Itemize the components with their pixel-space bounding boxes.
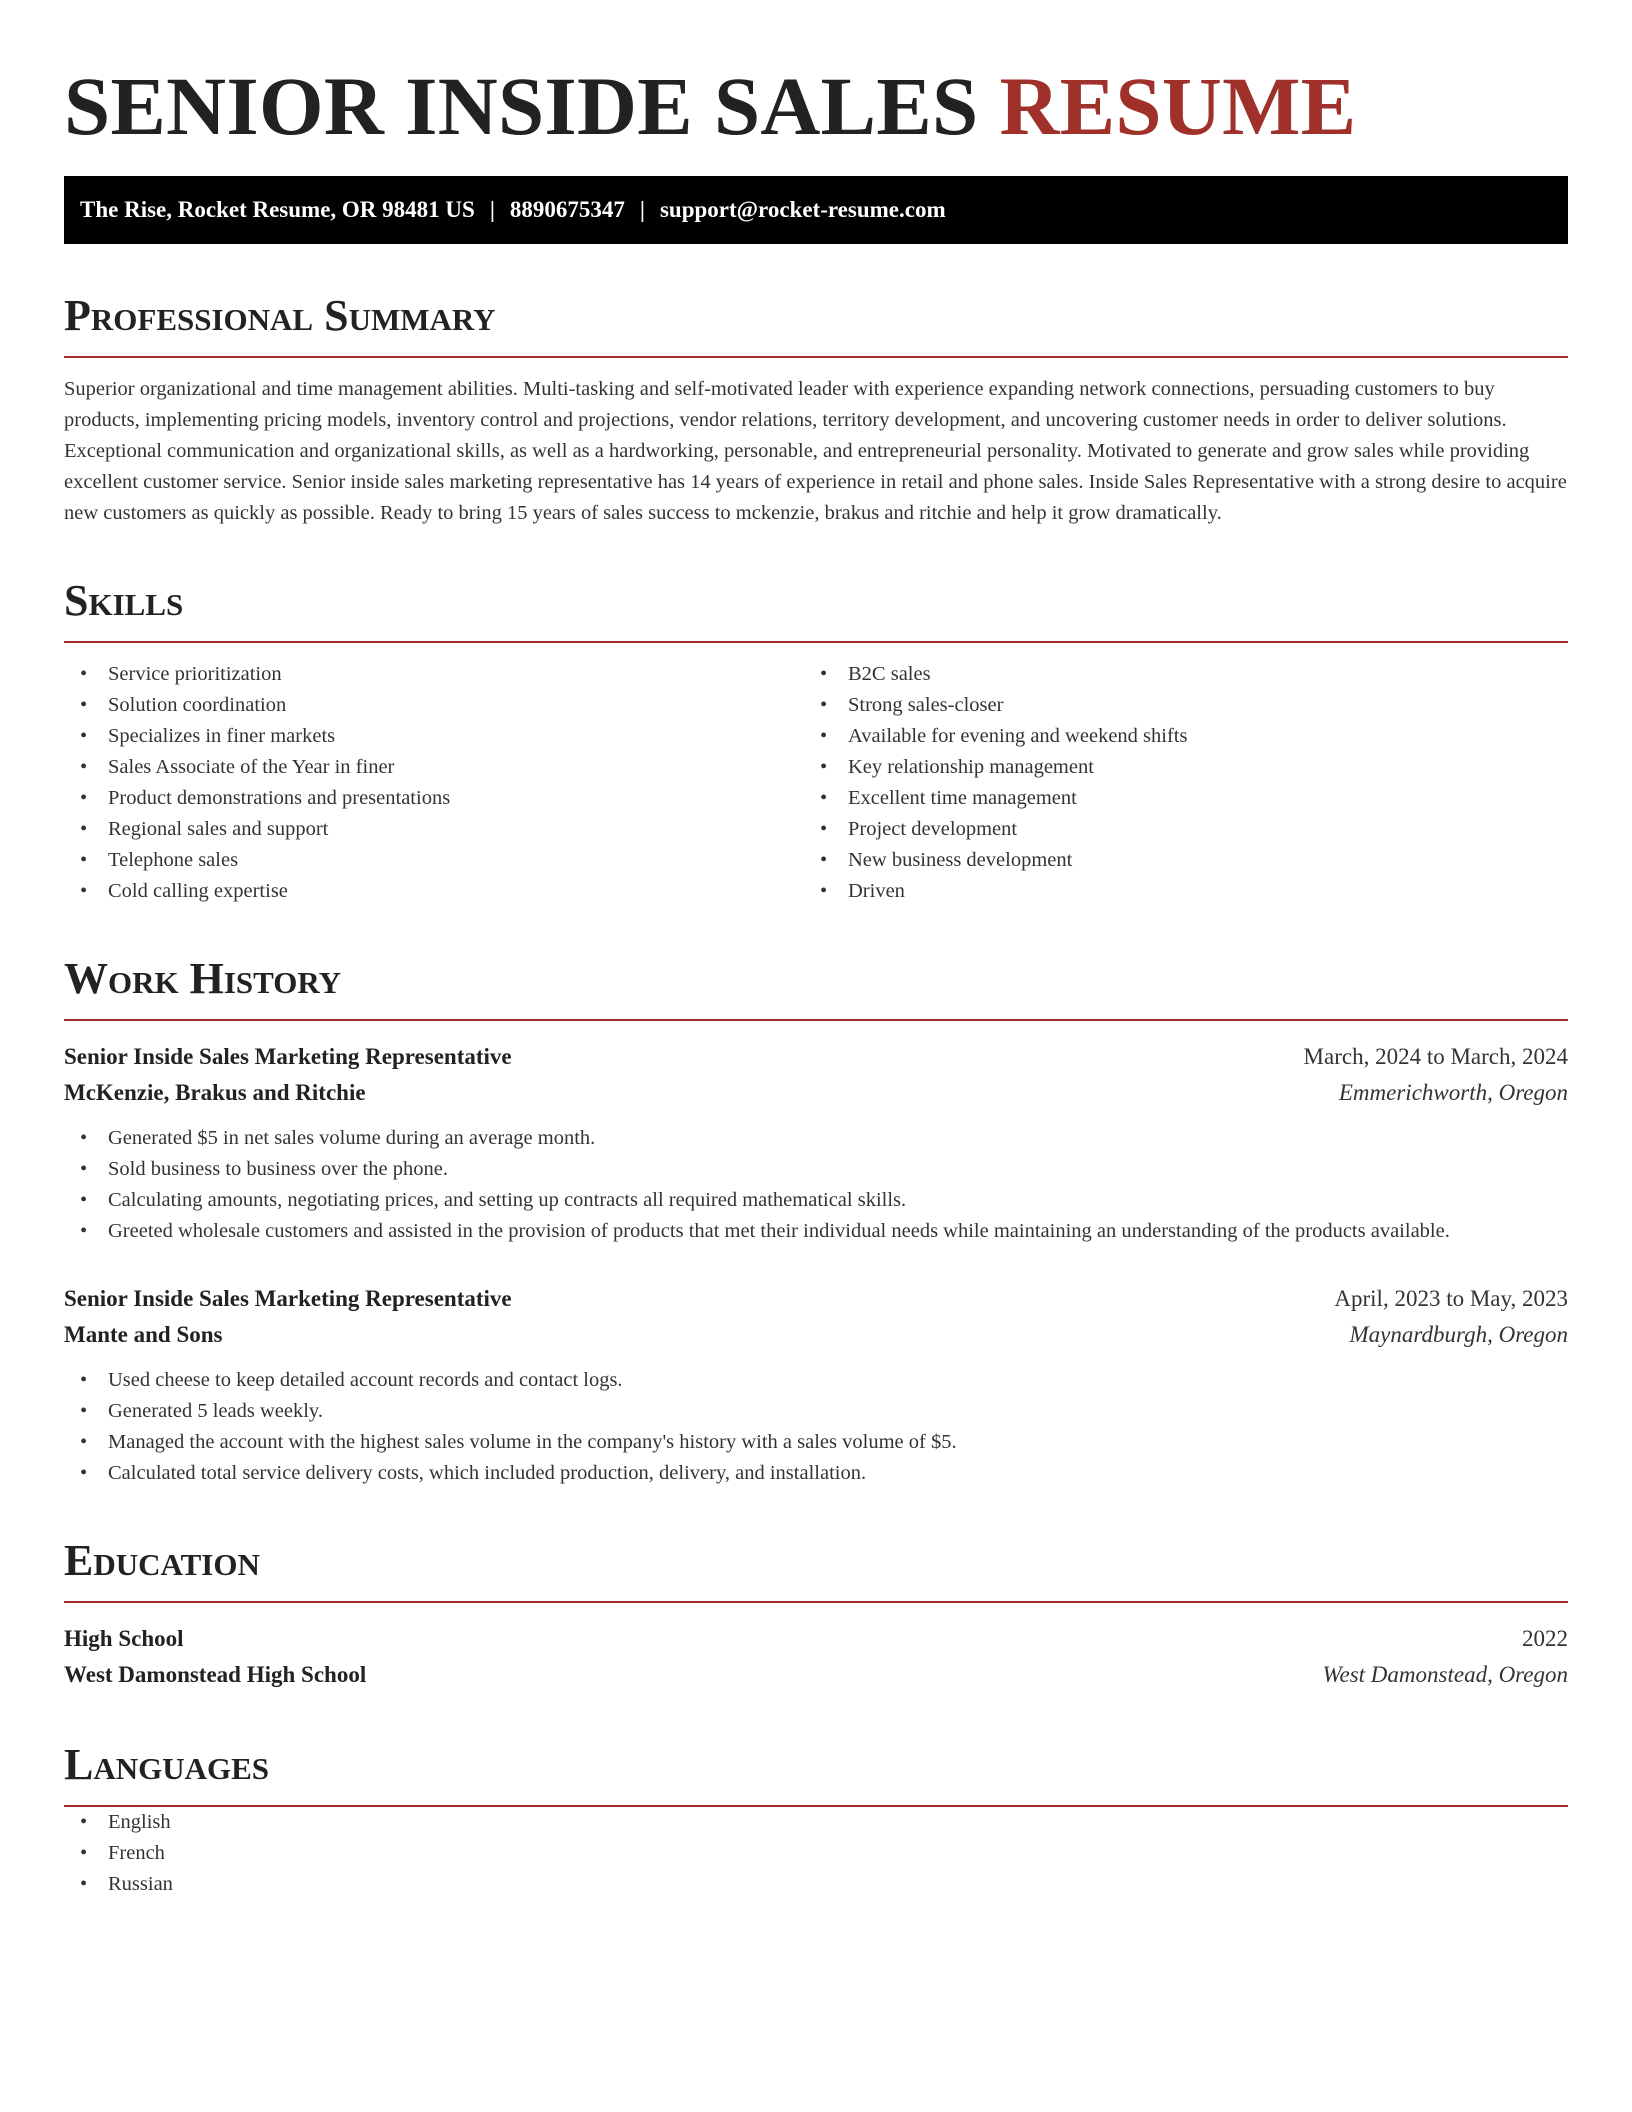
education-school-row bbox=[64, 1657, 1568, 1693]
skill-item: • B2C sales bbox=[804, 659, 1544, 690]
title-accent: RESUME bbox=[999, 60, 1357, 152]
job-duty-item: • Calculated total service delivery costs, which included production, delivery, and installation. bbox=[64, 1458, 1568, 1489]
summary-text: Superior organizational and time management abilities. Multi-tasking and self-motivated leader with experience expanding network connections, persuading customers to buy products, implementing pricing models, inventory control and projections, vendor relations, territory development, and uncovering customer needs in order to deliver solutions. Exceptional communication and organizational skills, as well as a hardworking, personable, and entrepreneurial personality. Motivated to generate and grow sales while providing excellent customer service. Senior inside sales marketing representative has 14 years of experience in retail and phone sales. Inside Sales Representative with a strong desire to acquire new customers as quickly as possible. Ready to bring 15 years of sales success to mckenzie, brakus and ritchie and help it grow dramatically. bbox=[64, 378, 1567, 524]
job-duty-item: • Managed the account with the highest sales volume in the company's history with a sales volume of $5. bbox=[64, 1427, 1568, 1458]
education-degree: High School bbox=[64, 1626, 184, 1651]
skills-grid bbox=[64, 659, 1568, 907]
education-degree-row bbox=[64, 1621, 1568, 1657]
skills-heading: Skills bbox=[64, 575, 1568, 643]
skill-item: • New business development bbox=[804, 845, 1544, 876]
skill-item: • Available for evening and weekend shifts bbox=[804, 721, 1544, 752]
skills-list-right bbox=[804, 659, 1544, 907]
job-company: McKenzie, Brakus and Ritchie bbox=[64, 1080, 366, 1105]
skill-item: • Strong sales-closer bbox=[804, 690, 1544, 721]
skills-section bbox=[64, 575, 1568, 907]
job-entry bbox=[64, 1281, 1568, 1489]
job-company-row bbox=[64, 1317, 1568, 1353]
work-history-section bbox=[64, 953, 1568, 1489]
skill-item: • Cold calling expertise bbox=[64, 876, 804, 907]
language-item: • French bbox=[64, 1838, 1568, 1869]
job-duty-item: • Generated $5 in net sales volume during an average month. bbox=[64, 1123, 1568, 1154]
skill-item: • Excellent time management bbox=[804, 783, 1544, 814]
job-duties bbox=[64, 1123, 1568, 1247]
job-duties bbox=[64, 1365, 1568, 1489]
contact-separator: | bbox=[639, 197, 645, 222]
contact-phone: 8890675347 bbox=[509, 197, 625, 222]
job-company: Mante and Sons bbox=[64, 1322, 223, 1347]
education-location: West Damonstead, Oregon bbox=[1322, 1662, 1568, 1687]
job-title: Senior Inside Sales Marketing Representative bbox=[64, 1286, 512, 1311]
job-location: Emmerichworth, Oregon bbox=[1338, 1080, 1568, 1105]
job-dates: March, 2024 to March, 2024 bbox=[1303, 1044, 1568, 1069]
education-year: 2022 bbox=[1522, 1626, 1568, 1651]
job-entry bbox=[64, 1039, 1568, 1247]
contact-bar bbox=[64, 176, 1568, 244]
education-school: West Damonstead High School bbox=[64, 1662, 367, 1687]
job-duty-item: • Used cheese to keep detailed account records and contact logs. bbox=[64, 1365, 1568, 1396]
job-duty-item: • Calculating amounts, negotiating prices, and setting up contracts all required mathematical skills. bbox=[64, 1185, 1568, 1216]
languages-heading: Languages bbox=[64, 1739, 1568, 1807]
skill-item: • Solution coordination bbox=[64, 690, 804, 721]
languages-list bbox=[64, 1807, 1568, 1900]
title-main: SENIOR INSIDE SALES bbox=[64, 60, 979, 152]
summary-section bbox=[64, 290, 1568, 529]
skill-item: • Service prioritization bbox=[64, 659, 804, 690]
languages-section bbox=[64, 1739, 1568, 1900]
contact-email: support@rocket-resume.com bbox=[659, 197, 946, 222]
job-duty-item: • Sold business to business over the phone. bbox=[64, 1154, 1568, 1185]
job-dates: April, 2023 to May, 2023 bbox=[1334, 1286, 1568, 1311]
skill-item: • Project development bbox=[804, 814, 1544, 845]
summary-heading: Professional Summary bbox=[64, 290, 1568, 358]
skill-item: • Key relationship management bbox=[804, 752, 1544, 783]
job-company-row bbox=[64, 1075, 1568, 1111]
skill-item: • Specializes in finer markets bbox=[64, 721, 804, 752]
education-heading: Education bbox=[64, 1535, 1568, 1603]
skill-item: • Regional sales and support bbox=[64, 814, 804, 845]
contact-address: The Rise, Rocket Resume, OR 98481 US bbox=[80, 197, 475, 222]
job-title: Senior Inside Sales Marketing Representative bbox=[64, 1044, 512, 1069]
education-section bbox=[64, 1535, 1568, 1693]
job-duty-item: • Generated 5 leads weekly. bbox=[64, 1396, 1568, 1427]
skill-item: • Telephone sales bbox=[64, 845, 804, 876]
job-location: Maynardburgh, Oregon bbox=[1349, 1322, 1568, 1347]
resume-title bbox=[64, 56, 1568, 156]
education-entry bbox=[64, 1621, 1568, 1693]
language-item: • Russian bbox=[64, 1869, 1568, 1900]
language-item: • English bbox=[64, 1807, 1568, 1838]
work-history-heading: Work History bbox=[64, 953, 1568, 1021]
job-header-row bbox=[64, 1039, 1568, 1075]
skills-list-left bbox=[64, 659, 804, 907]
contact-separator: | bbox=[489, 197, 495, 222]
job-duty-item: • Greeted wholesale customers and assisted in the provision of products that met their individual needs while maintaining an understanding of the products available. bbox=[64, 1216, 1568, 1247]
skill-item: • Sales Associate of the Year in finer bbox=[64, 752, 804, 783]
skill-item: • Product demonstrations and presentations bbox=[64, 783, 804, 814]
skill-item: • Driven bbox=[804, 876, 1544, 907]
job-header-row bbox=[64, 1281, 1568, 1317]
